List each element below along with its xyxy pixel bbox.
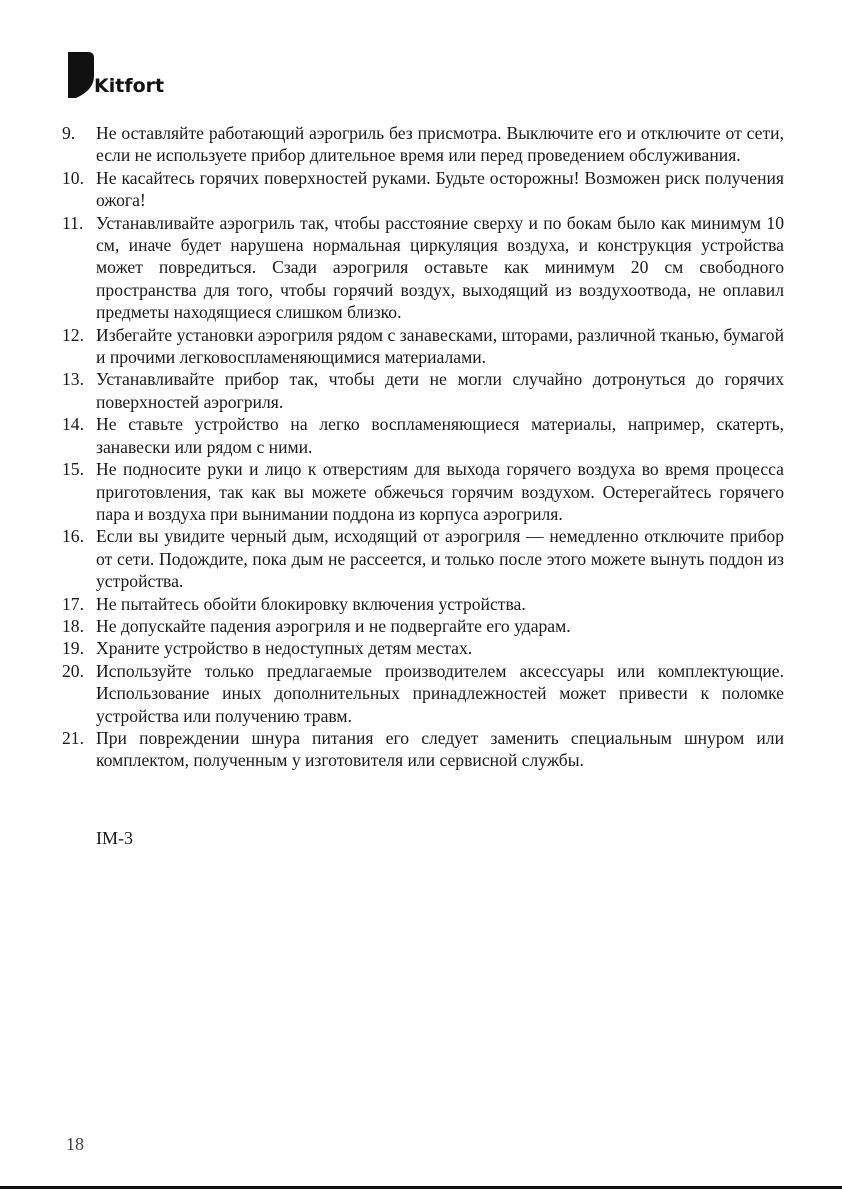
item-number: 17. bbox=[62, 593, 84, 614]
item-number: 15. bbox=[62, 459, 84, 480]
item-text: Не касайтесь горячих поверхностей руками. Будьте осторожны! Возможен риск получения ожога! bbox=[96, 167, 784, 211]
list-item bbox=[62, 212, 784, 324]
list-item bbox=[62, 167, 784, 212]
kitfort-logo-icon bbox=[66, 50, 96, 100]
item-text: Не пытайтесь обойти блокировку включения устройства. bbox=[96, 593, 526, 614]
item-text: Используйте только предлагаемые производителем аксессуары или комплектующие. Использование иных дополнительных принадлежностей может привести к поломке устройства или получению травм. bbox=[96, 660, 784, 726]
page-number: 18 bbox=[66, 1134, 84, 1154]
item-number: 12. bbox=[62, 324, 84, 345]
brand-logo bbox=[66, 50, 166, 102]
document-code: IM-3 bbox=[96, 828, 133, 848]
list-item bbox=[62, 525, 784, 592]
item-number: 13. bbox=[62, 369, 84, 390]
list-item bbox=[62, 637, 784, 659]
item-number: 14. bbox=[62, 414, 84, 435]
list-item bbox=[62, 324, 784, 369]
list-item bbox=[62, 727, 784, 772]
list-item bbox=[62, 615, 784, 637]
item-number: 18. bbox=[62, 615, 84, 636]
item-number: 16. bbox=[62, 526, 84, 547]
safety-instructions-list bbox=[62, 122, 784, 772]
item-number: 9. bbox=[62, 123, 76, 143]
list-item bbox=[62, 413, 784, 458]
list-item bbox=[62, 122, 784, 167]
list-item bbox=[62, 593, 784, 615]
item-number: 20. bbox=[62, 660, 84, 681]
list-item bbox=[62, 458, 784, 525]
item-number: 21. bbox=[62, 727, 84, 748]
item-text: Не допускайте падения аэрогриля и не подвергайте его ударам. bbox=[96, 615, 571, 636]
item-number: 10. bbox=[62, 167, 84, 188]
item-text: Не оставляйте работающий аэрогриль без присмотра. Выключите его и отключите от сети, если не используете прибор длительное время или перед проведением обслуживания. bbox=[96, 123, 784, 166]
item-text: Не ставьте устройство на легко воспламеняющиеся материалы, например, скатерть, занавески или рядом с ними. bbox=[96, 414, 784, 457]
item-text: Храните устройство в недоступных детям местах. bbox=[96, 638, 473, 659]
list-item bbox=[62, 368, 784, 413]
brand-name: Kitfort bbox=[94, 75, 165, 97]
item-text: Устанавливайте аэрогриль так, чтобы расстояние сверху и по бокам было как минимум 10 см, иначе будет нарушена нормальная циркуляция воздуха, и конструкция устройства может повредиться. Сзади аэрогриля оставьте как минимум 20 см свободного пространства для того, чтобы горячий воздух, выходящий из воздухоотвода, не оплавил предметы находящиеся слишком близко. bbox=[96, 212, 784, 323]
item-text: Не подносите руки и лицо к отверстиям для выхода горячего воздуха во время процесса приготовления, так как вы можете обжечься горячим воздухом. Остерегайтесь горячего пара и воздуха при вынимании поддона из корпуса аэрогриля. bbox=[96, 459, 784, 524]
item-number: 11. bbox=[62, 212, 84, 233]
item-number: 19. bbox=[62, 638, 84, 659]
list-item bbox=[62, 660, 784, 727]
item-text: Если вы увидите черный дым, исходящий от аэрогриля — немедленно отключите прибор от сети. Подождите, пока дым не рассеется, и только после этого можете вынуть поддон из устройства. bbox=[96, 526, 784, 592]
item-text: Избегайте установки аэрогриля рядом с занавесками, шторами, различной тканью, бумагой и прочими легковоспламеняющимися материалами. bbox=[96, 324, 784, 368]
item-text: При повреждении шнура питания его следует заменить специальным шнуром или комплектом, полученным у изготовителя или сервисной службы. bbox=[96, 727, 784, 771]
item-text: Устанавливайте прибор так, чтобы дети не могли случайно дотронуться до горячих поверхностей аэрогриля. bbox=[96, 369, 784, 412]
